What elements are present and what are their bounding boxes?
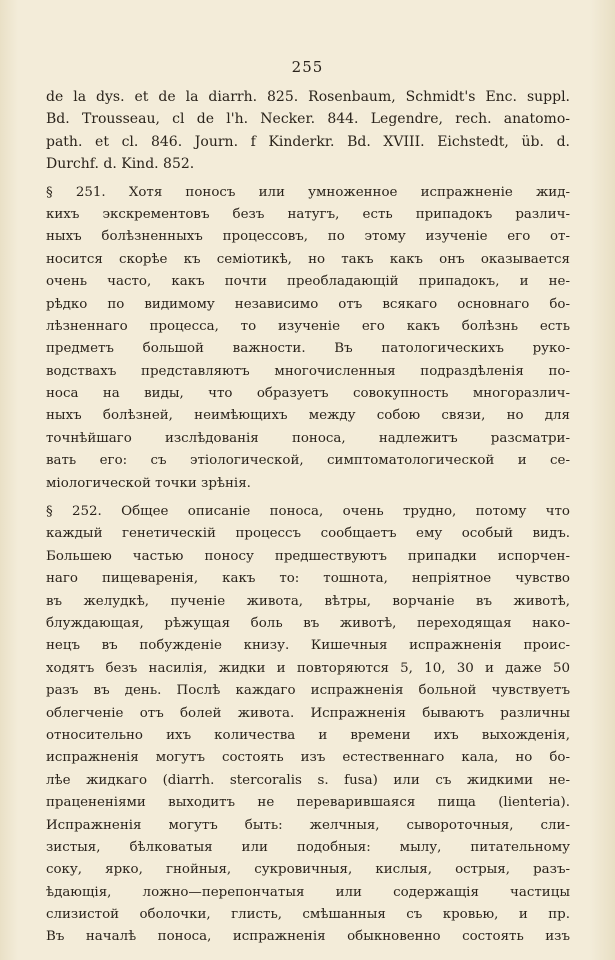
reference-line: path. et cl. 846. Journ. f Kinderkr. Bd. XVIII. Eichstedt, üb. d. [46, 133, 570, 150]
text-line: Большею частью поносу предшествуютъ припадки испорчен- [46, 548, 570, 564]
text-line: зистыя, бѣлковатыя или подобныя: мылу, питательному [46, 839, 570, 855]
text-line: облегченіе отъ болей живота. Испражненія бываютъ различны [46, 705, 570, 721]
text-line: § 251. Хотя поносъ или умноженное испражненіе жид- [46, 184, 570, 200]
text-line: разъ въ день. Послѣ каждаго испражненія больной чувствуетъ [46, 683, 570, 699]
text-line: нецъ въ побужденіе книзу. Кишечныя испражненія проис- [46, 638, 570, 654]
reference-line: Bd. Trousseau, cl de l'h. Necker. 844. Legendre, rech. anatomo- [46, 111, 570, 128]
text-line: кихъ экскрементовъ безъ натугъ, есть припадокъ различ- [46, 206, 570, 222]
text-line: слизистой оболочки, глисть, смѣшанныя съ кровью, и пр. [46, 907, 570, 923]
reference-line: de la dys. et de la diarrh. 825. Rosenbaum, Schmidt's Enc. suppl. [46, 89, 570, 105]
text-line: точнѣйшаго изслѣдованія поноса, надлежитъ разсматри- [46, 430, 570, 446]
text-line: соку, ярко, гнойныя, сукровичныя, кислыя, острыя, разъ- [46, 862, 570, 878]
text-line: Испражненія могутъ быть: желчныя, сывороточныя, сли- [46, 817, 570, 833]
text-line: въ желудкѣ, пученіе живота, вѣтры, ворчаніе въ животѣ, [46, 593, 570, 609]
text-line: очень часто, какъ почти преобладающій припадокъ, и не- [46, 274, 570, 290]
text-line: міологической точки зрѣнія. [46, 475, 251, 491]
text-line: испражненія могутъ состоять изъ естественнаго кала, но бо- [46, 750, 570, 766]
text-line: относительно ихъ количества и времени ихъ выхожденія, [46, 727, 570, 743]
paragraph-251 [46, 182, 570, 495]
text-line: § 252. Общее описаніе поноса, очень трудно, потому что [46, 504, 570, 520]
text-line: працененіями выходитъ не переварившаяся пища (lienteria). [46, 795, 570, 811]
text-line: ходятъ безъ насилія, жидки и повторяются 5, 10, 30 и даже 50 [46, 660, 570, 676]
text-line: рѣдко по видимому независимо отъ всякаго основнаго бо- [46, 296, 570, 312]
text-line: носа на виды, что образуетъ совокупность многоразлич- [46, 386, 570, 402]
text-line: предметъ большой важности. Въ патологическихъ руко- [46, 341, 570, 357]
text-line: ныхъ болѣзней, неимѣющихъ между собою связи, но для [46, 408, 570, 424]
text-line: каждый генетическій процессъ сообщаетъ ему особый видъ. [46, 526, 570, 542]
text-line: водствахъ представляютъ многочисленныя подраздѣленія по- [46, 363, 570, 379]
reference-line: Durchf. d. Kind. 852. [46, 156, 195, 173]
text-line: блуждающая, рѣжущая боль въ животѣ, переходящая нако- [46, 615, 570, 631]
text-line: носится скорѣе къ семіотикѣ, но такъ какъ онъ оказывается [46, 251, 570, 267]
page-number: 255 [291, 58, 324, 76]
text-line: вать его: съ этіологической, симптоматологической и се- [46, 453, 570, 469]
text-line: лѣе жидкаго (diarrh. stercoralis s. fusa) или съ жидкими не- [46, 772, 570, 788]
references-block [46, 86, 570, 176]
text-line: Въ началѣ поноса, испражненія обыкновенно состоять изъ [46, 929, 570, 945]
text-line: ныхъ болѣзненныхъ процессовъ, по этому изученіе его от- [46, 229, 570, 245]
text-line: ѣдающія, ложно—перепончатыя или содержащія частицы [46, 884, 570, 900]
text-line: наго пищеваренія, какъ то: тошнота, непріятное чувство [46, 571, 570, 587]
body-text [46, 86, 570, 949]
text-line: лѣзненнаго процесса, то изученіе его какъ болѣзнь есть [46, 318, 570, 334]
paragraph-252 [46, 501, 570, 949]
